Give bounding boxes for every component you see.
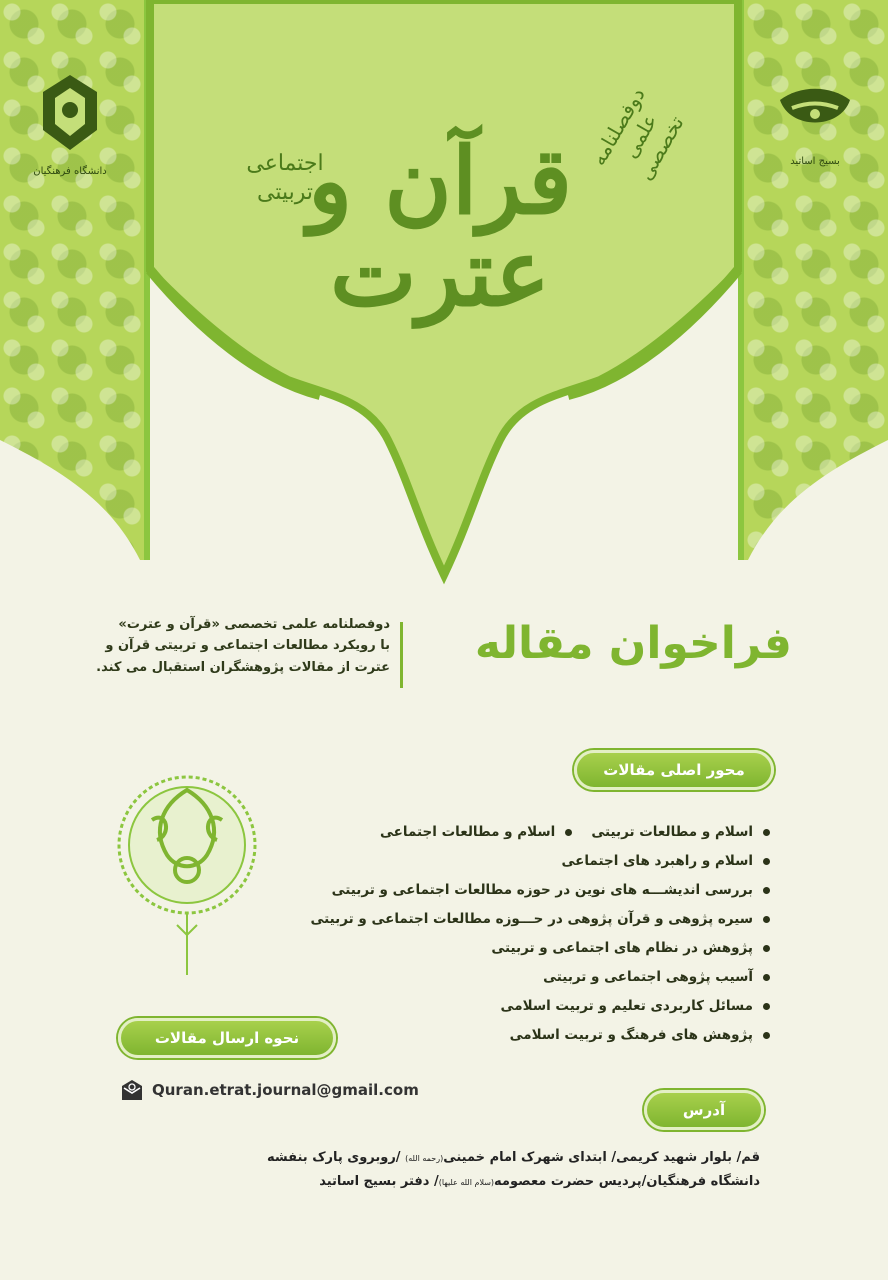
address-line-2b: / دفتر بسیج اساتید	[319, 1174, 439, 1190]
heading-divider	[400, 622, 403, 688]
address-line-1a: قم/ بلوار شهید کریمی/ ابتدای شهرک امام خمینی	[443, 1150, 760, 1165]
address-line-2a: دانشگاه فرهنگیان/پردیس حضرت معصومه	[494, 1174, 760, 1190]
page-title: فراخوان مقاله	[474, 618, 792, 669]
email-icon	[120, 1078, 144, 1102]
journal-type-label: دوفصلنامه علمی تخصصی	[585, 83, 689, 185]
email-row	[120, 1078, 419, 1102]
list-item	[300, 963, 770, 992]
medallion-ornament-icon	[112, 760, 262, 980]
basij-logo	[760, 80, 870, 167]
intro-line-2: با رویکرد مطالعات اجتماعی و تربیتی قرآن و	[105, 638, 390, 654]
topic-text: اسلام و راهبرد های اجتماعی	[561, 853, 753, 869]
address-line-1b: /روبروی پارک بنفشه	[267, 1150, 406, 1165]
bullet-icon	[763, 974, 770, 981]
bullet-icon	[763, 945, 770, 952]
topics-list	[300, 818, 770, 1050]
list-item	[300, 992, 770, 1021]
topic-text: اسلام و مطالعات اجتماعی	[380, 824, 556, 840]
topic-text: مسائل کاربردی تعلیم و تربیت اسلامی	[500, 998, 753, 1014]
topic-text: سیره پژوهی و قرآن پژوهی در حـــوزه مطالعات اجتماعی و تربیتی	[310, 911, 753, 927]
address-note-1: (رحمه الله)	[405, 1154, 444, 1163]
subtitle-educational: تربیتی	[257, 179, 313, 205]
university-emblem-icon	[35, 70, 105, 160]
intro-line-3: عترت از مقالات پژوهشگران استقبال می کند.	[96, 659, 390, 675]
address-badge: آدرس	[644, 1090, 764, 1130]
topic-text: پژوهش های فرهنگ و تربیت اسلامی	[509, 1027, 753, 1043]
address-line-1	[240, 1146, 760, 1170]
list-item	[300, 905, 770, 934]
address-text	[240, 1146, 760, 1194]
bullet-icon	[763, 1032, 770, 1039]
topic-text: اسلام و مطالعات تربیتی	[591, 824, 753, 840]
bullet-icon	[763, 1003, 770, 1010]
list-item	[300, 847, 770, 876]
bullet-icon	[565, 829, 572, 836]
address-note-2: (سلام الله علیها)	[438, 1178, 495, 1188]
subtitle-social: اجتماعی	[246, 151, 324, 176]
main-axes-badge: محور اصلی مقالات	[574, 750, 774, 790]
bullet-icon	[763, 916, 770, 923]
journal-title	[290, 95, 590, 355]
topic-text: آسیب پژوهی اجتماعی و تربیتی	[543, 969, 753, 985]
submission-badge: نحوه ارسال مقالات	[118, 1018, 336, 1058]
university-logo	[20, 70, 120, 177]
list-item	[300, 934, 770, 963]
topic-text: بررسی اندیشـــه های نوین در حوزه مطالعات اجتماعی و تربیتی	[331, 882, 753, 898]
topic-text: پژوهش در نظام های اجتماعی و تربیتی	[491, 940, 753, 956]
list-item-side	[380, 818, 572, 847]
email-address[interactable]: Quran.etrat.journal@gmail.com	[152, 1081, 419, 1099]
list-item	[300, 876, 770, 905]
address-line-2	[240, 1170, 760, 1194]
basij-emblem-icon	[770, 80, 860, 150]
university-logo-caption: دانشگاه فرهنگیان	[33, 166, 107, 177]
bullet-icon	[763, 829, 770, 836]
call-intro	[90, 614, 390, 678]
bullet-icon	[763, 887, 770, 894]
intro-line-1: دوفصلنامه علمی تخصصی «قرآن و عترت»	[118, 617, 390, 632]
bullet-icon	[763, 858, 770, 865]
list-item	[300, 1021, 770, 1050]
basij-logo-caption: بسیج اساتید	[790, 156, 840, 167]
journal-name: قرآن و عترت	[307, 127, 573, 327]
